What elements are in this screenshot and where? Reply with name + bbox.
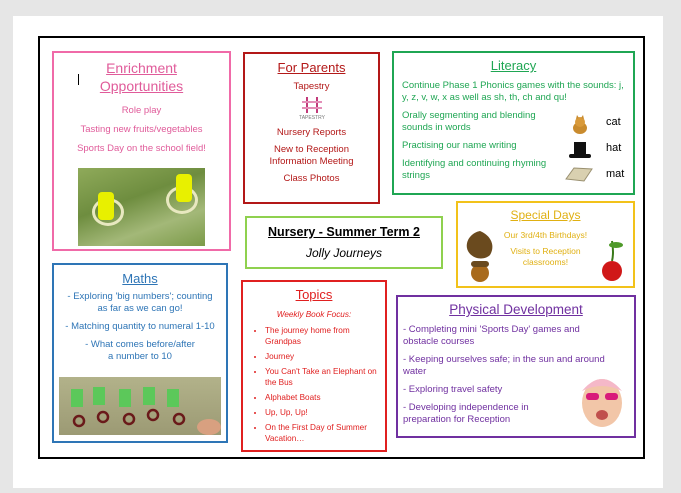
- parents-item: Tapestry: [293, 81, 330, 92]
- maths-item: - Exploring 'big numbers'; counting as far as we can go!: [67, 291, 213, 314]
- maths-title: Maths: [122, 271, 158, 286]
- hat-icon: [568, 140, 592, 160]
- sports-photo: [78, 168, 205, 246]
- parents-panel: [243, 52, 380, 204]
- parents-item: New to Reception Information Meeting: [269, 144, 354, 167]
- parents-item: Class Photos: [283, 173, 340, 184]
- mat-icon: [564, 165, 594, 183]
- maths-item: - What comes before/after a number to 10: [85, 339, 195, 362]
- logo-text: TAPESTRY: [298, 115, 325, 121]
- topics-title: Topics: [295, 287, 333, 302]
- special-days-panel: [456, 201, 635, 288]
- physical-item: - Developing independence in preparation for Reception: [403, 402, 529, 425]
- book-item: • On the First Day of Summer Vacation…: [265, 422, 385, 444]
- book-item: • The journey home from Grandpas: [265, 325, 385, 347]
- text-cursor: [78, 74, 79, 85]
- nursery-heading: Nursery - Summer Term 2: [268, 225, 420, 239]
- literacy-title: Literacy: [490, 58, 537, 73]
- nursery-subtitle: Jolly Journeys: [305, 246, 383, 260]
- cat-icon: [570, 115, 590, 135]
- special-title: Special Days: [510, 208, 581, 222]
- maths-panel: [52, 263, 228, 443]
- maths-item: - Matching quantity to numeral 1-10: [65, 321, 215, 332]
- nursery-title-box: [245, 216, 443, 269]
- book-item: • You Can't Take an Elephant on the Bus: [265, 366, 385, 388]
- word-mat: mat: [606, 168, 625, 180]
- enrichment-panel: [52, 51, 231, 251]
- book-item: • Journey: [265, 351, 385, 362]
- child-figure: [176, 174, 192, 202]
- physical-panel: [396, 295, 636, 438]
- tapestry-logo: [298, 97, 326, 121]
- word-cat: cat: [606, 116, 621, 128]
- topics-focus: Weekly Book Focus:: [276, 310, 352, 319]
- literacy-item: Practising our name writing: [402, 140, 517, 151]
- special-item: Our 3rd/4th Birthdays!: [503, 230, 588, 240]
- enrichment-item: Role play: [121, 105, 162, 116]
- number-cards-photo: [59, 377, 221, 435]
- enrichment-item: Sports Day on the school field!: [77, 143, 206, 154]
- parents-item: Nursery Reports: [276, 127, 347, 138]
- physical-item: - Keeping ourselves safe; in the sun and around water: [403, 354, 605, 377]
- topics-panel: [241, 280, 387, 452]
- enrichment-title: Enrichment Opportunities: [99, 60, 184, 94]
- physical-item: - Exploring travel safety: [403, 384, 503, 395]
- child-figure: [98, 192, 114, 220]
- child-sunglasses-photo: [576, 371, 628, 433]
- literacy-intro: Continue Phase 1 Phonics games with the sounds: j, y, z, v, w, x as well as sh, th, ch and qu!: [402, 80, 624, 103]
- literacy-item: Identifying and continuing rhyming strings: [402, 158, 547, 181]
- physical-title: Physical Development: [449, 302, 583, 317]
- literacy-panel: [392, 51, 635, 195]
- book-item: • Up, Up, Up!: [265, 407, 385, 418]
- enrichment-item: Tasting new fruits/vegetables: [80, 124, 203, 135]
- word-hat: hat: [606, 142, 622, 154]
- cherry-icon: [598, 239, 626, 283]
- literacy-item: Orally segmenting and blending sounds in words: [402, 110, 536, 133]
- parents-title: For Parents: [277, 60, 346, 75]
- special-item: Visits to Reception classrooms!: [510, 246, 581, 267]
- physical-item: - Completing mini 'Sports Day' games and obstacle courses: [403, 324, 580, 347]
- book-item: • Alphabet Boats: [265, 392, 385, 403]
- leaf-acorn-icon: [460, 229, 500, 283]
